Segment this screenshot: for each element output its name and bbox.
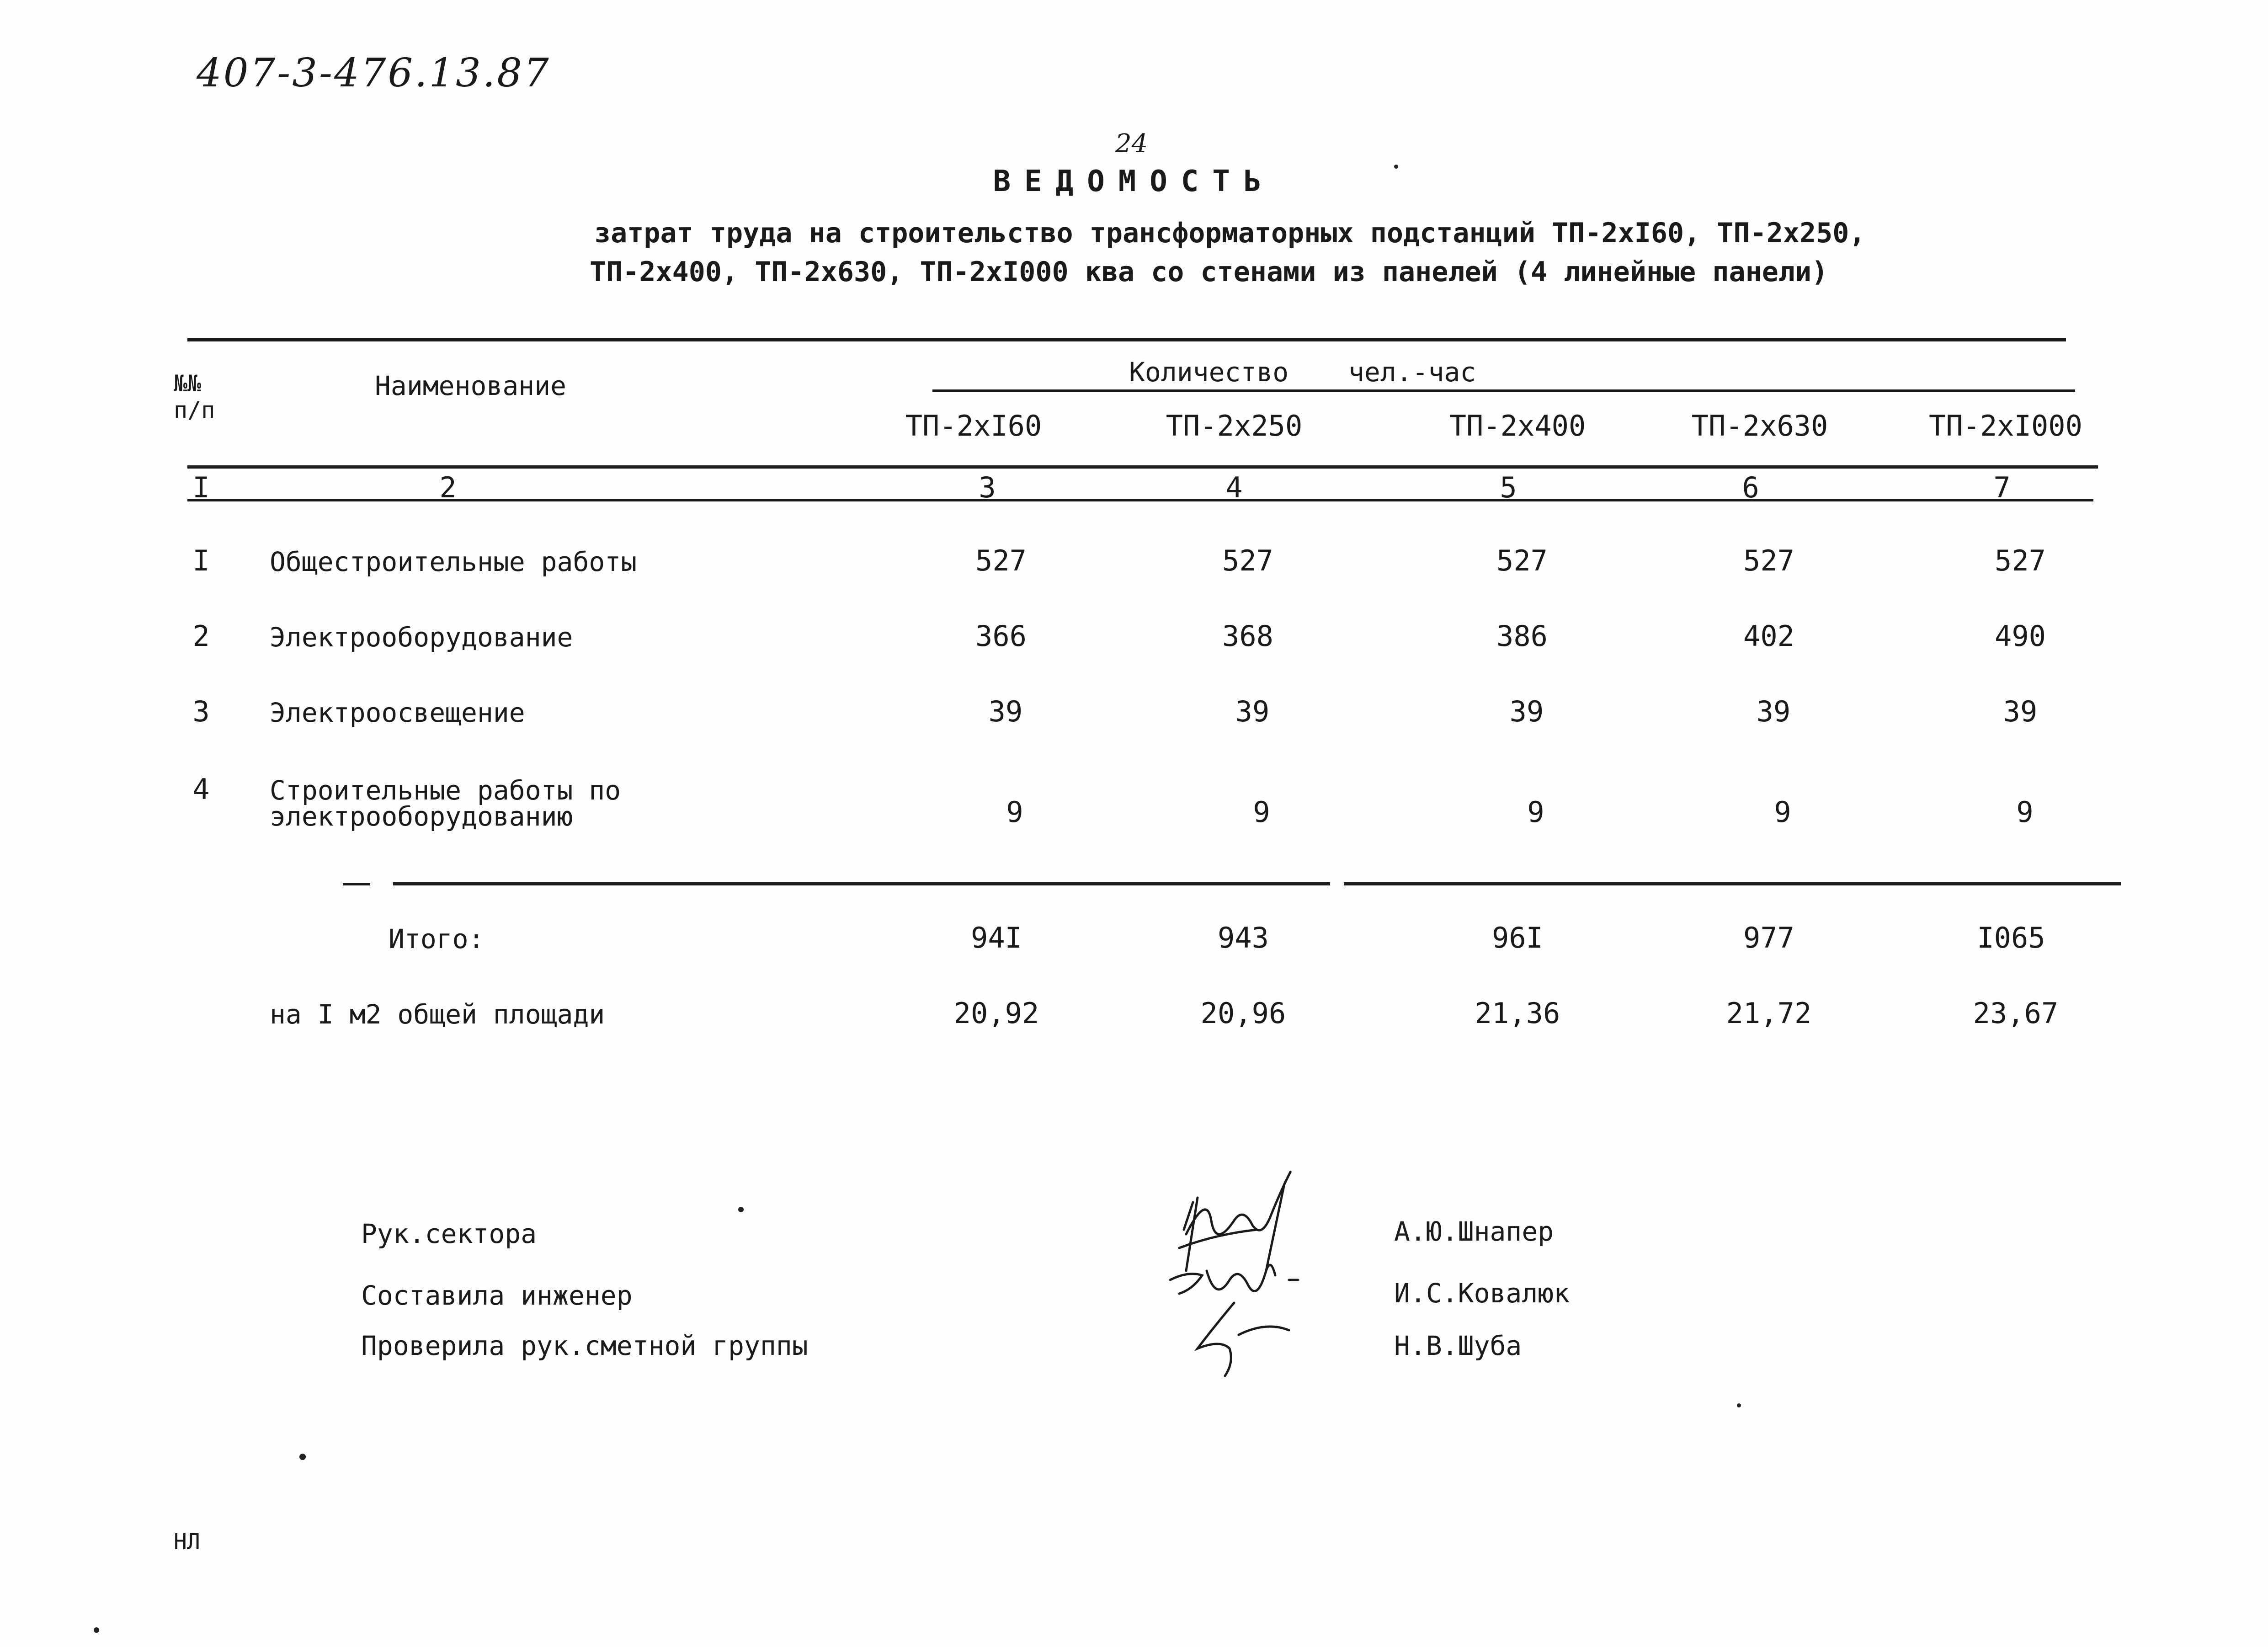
row3-value-3: 39 (1509, 695, 1544, 728)
header-unit-label: чел.-час (1348, 357, 1476, 388)
column-header-tp400: ТП-2х400 (1449, 409, 1586, 442)
row4-value-1: 9 (1006, 795, 1023, 829)
signature-role-2: Составила инженер (361, 1280, 633, 1311)
header-name-label: Наименование (375, 370, 567, 401)
column-header-tp160: ТП-2хI60 (905, 409, 1042, 442)
scan-speck (299, 1454, 306, 1460)
row2-value-4: 402 (1743, 619, 1794, 653)
subtotal-rule-right (1344, 882, 2121, 885)
subtotal-rule-left (343, 883, 370, 885)
row1-value-2: 527 (1222, 544, 1273, 577)
quantity-underline (932, 389, 2075, 392)
column-number-5: 5 (1500, 471, 1517, 504)
row3-value-1: 39 (988, 695, 1023, 728)
signature-name-1: А.Ю.Шнапер (1394, 1216, 1554, 1247)
row1-value-3: 527 (1496, 544, 1548, 577)
row4-value-2: 9 (1253, 795, 1270, 829)
row1-value-1: 527 (975, 544, 1027, 577)
header-bottom-rule (187, 465, 2098, 469)
per-m2-value-4: 21,72 (1726, 997, 1812, 1030)
scan-speck (94, 1627, 99, 1633)
row1-value-5: 527 (1995, 544, 2046, 577)
column-header-tp630: ТП-2х630 (1691, 409, 1828, 442)
total-value-5: I065 (1977, 921, 2045, 954)
column-number-1: I (192, 471, 210, 504)
row3-value-5: 39 (2003, 695, 2038, 728)
total-value-4: 977 (1743, 921, 1794, 954)
row2-value-3: 386 (1496, 619, 1548, 653)
row4-value-3: 9 (1527, 795, 1544, 829)
scan-speck (1394, 165, 1398, 169)
document-subtitle-line2: ТП-2х400, ТП-2х630, ТП-2хI000 ква со стенами из панелей (4 линейные панели) (590, 256, 1828, 288)
per-m2-value-5: 23,67 (1973, 997, 2059, 1030)
total-value-2: 943 (1218, 921, 1269, 954)
column-number-6: 6 (1742, 471, 1759, 504)
signature-scribbles-icon (1143, 1166, 1371, 1394)
signature-name-3: Н.В.Шуба (1394, 1330, 1522, 1361)
scan-speck (738, 1207, 744, 1212)
table-top-rule (187, 338, 2066, 341)
subtotal-rule-mid (393, 882, 1330, 885)
column-number-3: 3 (979, 471, 996, 504)
header-quantity-label: Количество (1129, 357, 1289, 388)
per-m2-value-3: 21,36 (1475, 997, 1560, 1030)
page-number: 24 (1115, 129, 1148, 159)
row4-value-4: 9 (1774, 795, 1791, 829)
document-title: ВЕДОМОСТЬ (993, 165, 1275, 198)
per-m2-value-2: 20,96 (1200, 997, 1286, 1030)
row2-value-2: 368 (1222, 619, 1273, 653)
per-m2-label: на I м2 общей площади (270, 999, 605, 1030)
total-value-1: 94I (971, 921, 1022, 954)
row4-num: 4 (192, 773, 210, 806)
column-number-4: 4 (1225, 471, 1243, 504)
row1-value-4: 527 (1743, 544, 1794, 577)
document-subtitle-line1: затрат труда на строительство трансформаторных подстанций ТП-2хI60, ТП-2х250, (594, 217, 1866, 249)
header-num-label (174, 370, 229, 423)
row4-name-line1: Строительные работы по (270, 775, 621, 806)
total-value-3: 96I (1492, 921, 1543, 954)
column-number-2: 2 (439, 471, 457, 504)
header-num-text: №№ п/п (174, 370, 215, 423)
footer-mark: НЛ (174, 1529, 200, 1555)
row3-name: Электроосвещение (270, 697, 525, 728)
row2-value-1: 366 (975, 619, 1027, 653)
row3-value-2: 39 (1235, 695, 1270, 728)
signature-name-2: И.С.Ковалюк (1394, 1278, 1570, 1309)
row3-num: 3 (192, 695, 210, 728)
row4-value-5: 9 (2016, 795, 2034, 829)
row3-value-4: 39 (1756, 695, 1791, 728)
row1-num: I (192, 544, 210, 577)
total-label: Итого: (389, 923, 484, 954)
row2-name: Электрооборудование (270, 622, 573, 653)
document-code: 407-3-476.13.87 (197, 50, 551, 96)
signature-role-3: Проверила рук.сметной группы (361, 1330, 808, 1361)
row2-value-5: 490 (1995, 619, 2046, 653)
row1-name: Общестроительные работы (270, 546, 637, 577)
signature-role-1: Рук.сектора (361, 1218, 537, 1249)
column-header-tp1000: ТП-2хI000 (1929, 409, 2082, 442)
per-m2-value-1: 20,92 (953, 997, 1039, 1030)
scan-speck (1737, 1403, 1741, 1407)
column-number-7: 7 (1993, 471, 2011, 504)
column-header-tp250: ТП-2х250 (1166, 409, 1303, 442)
row4-name-line2: электрооборудованию (270, 801, 573, 832)
row2-num: 2 (192, 619, 210, 653)
